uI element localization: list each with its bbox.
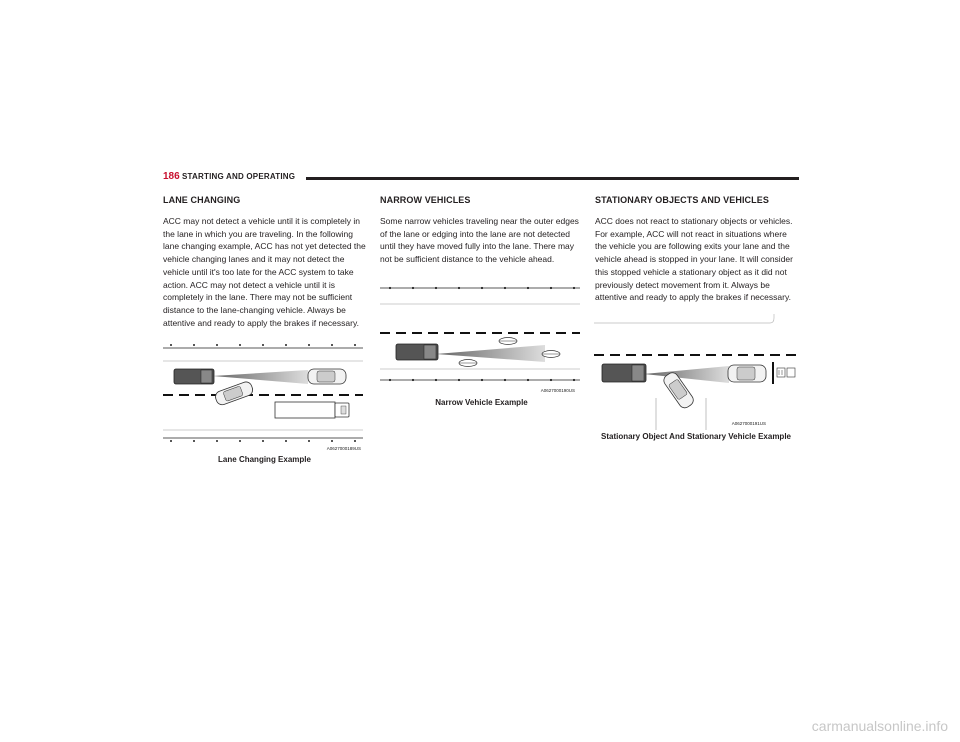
figure-code: A0627000190US	[540, 388, 575, 393]
motorcycle-icon	[542, 351, 560, 358]
motorcycle-icon	[459, 360, 477, 367]
host-truck-icon	[602, 364, 646, 382]
figure-code: A0627000191US	[731, 421, 766, 426]
motorcycle-icon	[499, 338, 517, 345]
watermark: carmanualsonline.info	[811, 718, 948, 734]
figure-code: A0627000189US	[326, 446, 361, 451]
body-narrow-vehicles: Some narrow vehicles traveling near the outer edges of the lane or edging into the lane are not detected until they have moved fully into the lane. There may not be sufficient distance to the vehicle ahead.	[380, 216, 579, 265]
road-edge-top	[163, 344, 363, 361]
figure-lane-changing	[163, 338, 368, 453]
caption-lane-changing: Lane Changing Example	[218, 455, 311, 464]
road-edge-bottom	[163, 430, 363, 442]
road-edge-bottom	[380, 369, 580, 381]
header-rule	[306, 177, 799, 180]
host-truck-icon	[174, 369, 214, 384]
column-stationary	[595, 195, 798, 304]
radar-beam	[213, 370, 308, 384]
column-lane-changing	[163, 195, 366, 329]
barrier-icon	[772, 362, 795, 384]
caption-stationary: Stationary Object And Stationary Vehicle Example	[601, 432, 791, 441]
radar-beam	[436, 345, 545, 362]
body-lane-changing: ACC may not detect a vehicle until it is completely in the lane in which you are traveling. In the following lane changing example, ACC has not yet detected the vehicle changing lanes and it may not detect the vehicle until it's too late for the ACC system to take action. ACC may not detect a vehicle until it is completely in the lane. There may not be sufficient distance to the lane-changing vehicle. Always be attentive and ready to apply the brakes if necessary.	[163, 216, 366, 328]
lead-car-icon	[308, 369, 346, 384]
column-narrow-vehicles	[380, 195, 583, 266]
radar-beam	[644, 366, 729, 383]
road-edge-top	[380, 287, 580, 304]
figure-narrow-vehicle	[380, 283, 583, 395]
heading-narrow-vehicles: NARROW VEHICLES	[380, 195, 471, 205]
figure-stationary	[594, 312, 799, 430]
page-header	[163, 171, 799, 187]
heading-stationary: STATIONARY OBJECTS AND VEHICLES	[595, 195, 769, 205]
merging-car-icon	[214, 380, 254, 406]
host-truck-icon	[396, 344, 438, 360]
road-edge-curve	[594, 314, 774, 323]
section-title: STARTING AND OPERATING	[182, 172, 296, 181]
stationary-car-icon	[728, 365, 766, 382]
box-truck-icon	[275, 402, 349, 418]
heading-lane-changing: LANE CHANGING	[163, 195, 241, 205]
body-stationary: ACC does not react to stationary objects or vehicles. For example, ACC will not react in situations where the vehicle you are following exits your lane and the vehicle ahead is stopped in your lane. It will consider this stopped vehicle a stationary object as it did not previously detect movement from it. Always be attentive and ready to apply the brakes if necessary.	[595, 216, 793, 303]
page-number: 186	[163, 171, 180, 182]
caption-narrow-vehicle: Narrow Vehicle Example	[435, 398, 528, 407]
